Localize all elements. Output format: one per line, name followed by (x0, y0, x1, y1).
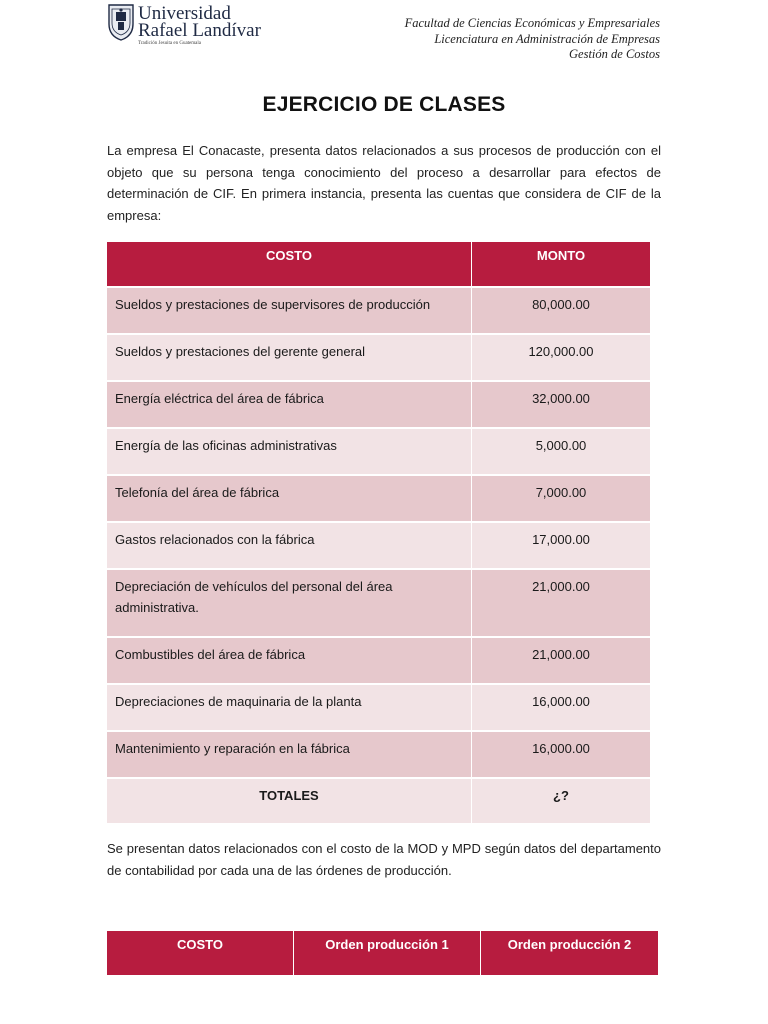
table-row (107, 521, 650, 568)
cell-monto: 120,000.00 (471, 335, 650, 380)
cell-costo: Depreciación de vehículos del personal del área administrativa. (115, 579, 393, 615)
cell-monto: 80,000.00 (471, 288, 650, 333)
header-costo: COSTO (177, 937, 223, 952)
logo-line-2: Rafael Landívar (138, 20, 261, 41)
header-orden-1: Orden producción 1 (293, 931, 480, 975)
cell-monto: 17,000.00 (471, 523, 650, 568)
cell-costo: Gastos relacionados con la fábrica (115, 532, 315, 547)
university-logo (106, 2, 261, 52)
orders-table-header (107, 931, 658, 975)
totals-value: ¿? (471, 779, 650, 823)
header-orden-2: Orden producción 2 (480, 931, 658, 975)
table-row (107, 286, 650, 333)
cell-monto: 32,000.00 (471, 382, 650, 427)
cell-monto: 21,000.00 (471, 638, 650, 683)
cell-costo: Sueldos y prestaciones del gerente general (115, 344, 366, 359)
cell-costo: Energía de las oficinas administrativas (115, 438, 337, 453)
logo-line-1: Universidad (138, 3, 231, 24)
cell-costo: Depreciaciones de maquinaria de la planta (115, 694, 362, 709)
cell-monto: 16,000.00 (471, 685, 650, 730)
second-paragraph: Se presentan datos relacionados con el costo de la MOD y MPD según datos del departamento de contabilidad por cada una de las órdenes de producción. (107, 841, 661, 878)
cif-table (107, 242, 650, 823)
header-costo: COSTO (266, 248, 312, 263)
faculty-line: Facultad de Ciencias Económicas y Empresariales (404, 16, 660, 30)
table-row (107, 474, 650, 521)
table-row (107, 427, 650, 474)
cell-costo: Mantenimiento y reparación en la fábrica (115, 741, 350, 756)
table-row (107, 730, 650, 777)
table-row (107, 380, 650, 427)
university-seal-icon (106, 2, 136, 42)
cell-costo: Energía eléctrica del área de fábrica (115, 391, 324, 406)
faculty-header (405, 16, 660, 63)
table-row (107, 683, 650, 730)
intro-paragraph: La empresa El Conacaste, presenta datos relacionados a sus procesos de producción con el objeto que su persona tenga conocimiento del proceso a desarrollar para efectos de determinación de CIF. En primera instancia, presenta las cuentas que considera de CIF de la empresa: (107, 143, 661, 223)
header-monto: MONTO (471, 242, 650, 286)
cell-monto: 16,000.00 (471, 732, 650, 777)
cell-monto: 7,000.00 (471, 476, 650, 521)
page-title: EJERCICIO DE CLASES (262, 93, 506, 116)
cell-costo: Combustibles del área de fábrica (115, 647, 306, 662)
logo-tagline: Tradición Jesuita en Guatemala (138, 41, 201, 46)
cell-monto: 21,000.00 (471, 570, 650, 636)
table-row (107, 568, 650, 636)
course-line: Gestión de Costos (569, 47, 660, 61)
cell-costo: Telefonía del área de fábrica (115, 485, 280, 500)
cif-table-header (107, 242, 650, 286)
cell-monto: 5,000.00 (471, 429, 650, 474)
cell-costo: Sueldos y prestaciones de supervisores de producción (115, 297, 431, 312)
table-row (107, 636, 650, 683)
table-row (107, 333, 650, 380)
totals-label: TOTALES (259, 788, 319, 803)
program-line: Licenciatura en Administración de Empresas (434, 31, 660, 46)
totals-row (107, 777, 650, 823)
